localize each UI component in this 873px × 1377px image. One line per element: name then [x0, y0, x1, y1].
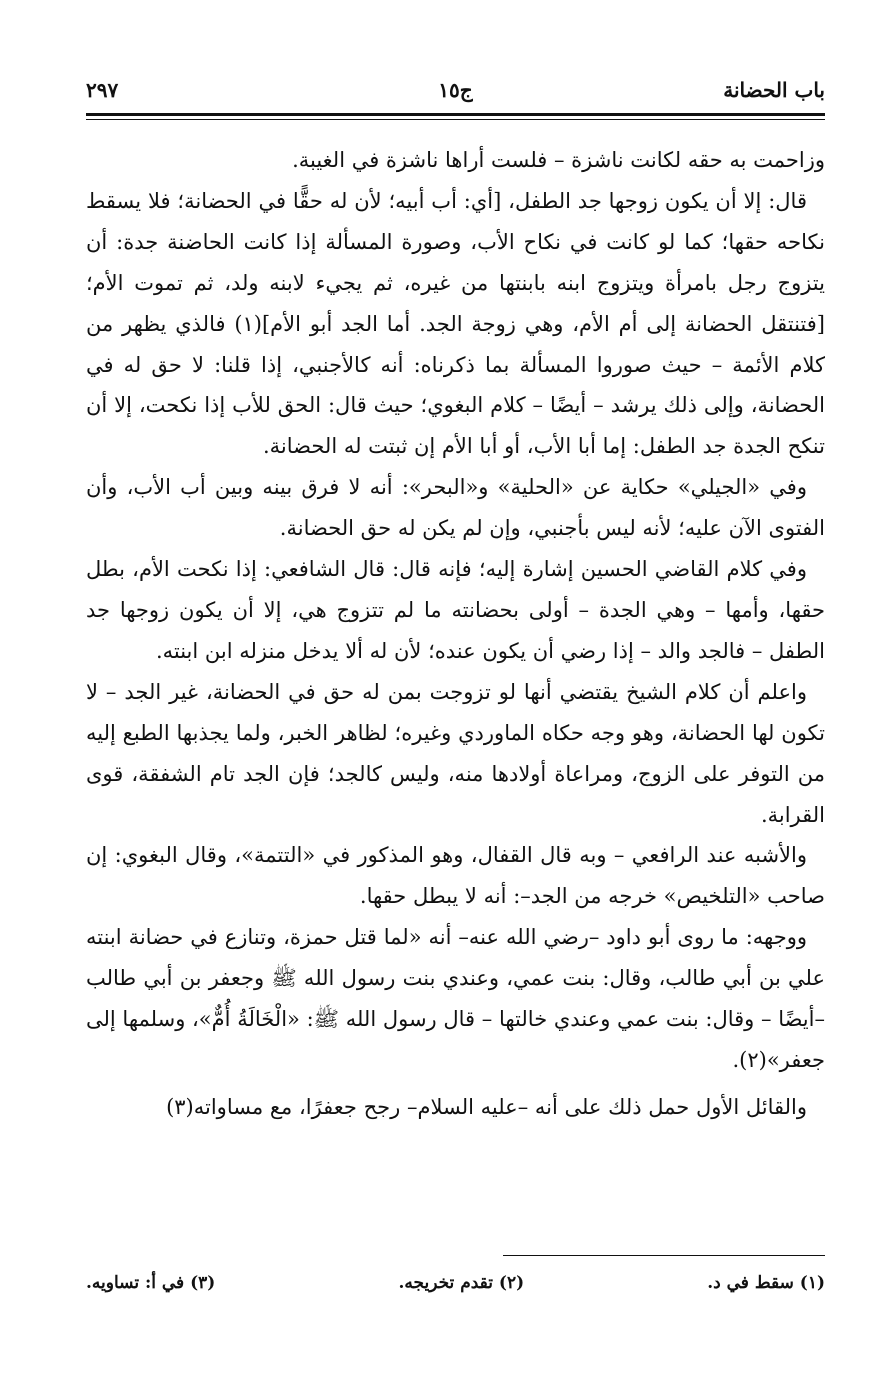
- paragraph: وزاحمت به حقه لكانت ناشزة – فلست أراها ناشزة في الغيبة.: [292, 148, 825, 172]
- footnote-2: (٢) تقدم تخريجه.: [398, 1273, 525, 1293]
- paragraph: وفي كلام القاضي الحسين إشارة إليه؛ فإنه قال: قال الشافعي: إذا نكحت الأم، بطل حقها، وأمها – وهي الجدة – أولى بحضانته ما لم تتزوج هي، إلا أن يكون زوجها جد الطفل – فالجد والد – إذا رضي أن يكون عنده؛ لأن له ألا يدخل منزله ابن ابنته.: [86, 557, 825, 663]
- header-rule-thin: [86, 119, 825, 120]
- paragraph: ووجهه: ما روى أبو داود –رضي الله عنه– أنه «لما قتل حمزة، وتنازع في حضانة ابنته علي بن أبي طالب، وقال: بنت عمي، وعندي بنت رسول الله ﷺ وجعفر بن أبي طالب –أيضًا – وقال: بنت عمي وعندي خالتها – قال رسول الله ﷺ: «الْخَالَةُ أُمٌّ»، وسلمها إلى جعفر»(٢).: [86, 925, 825, 1072]
- footnotes: [86, 1270, 825, 1296]
- paragraph: والأشبه عند الرافعي – وبه قال القفال، وهو المذكور في «التتمة»، وقال البغوي: إن صاحب «التلخيص» خرجه من الجد–: أنه لا يبطل حقها.: [86, 843, 825, 909]
- footnote-separator: [503, 1255, 825, 1256]
- chapter-title: باب الحضانة: [723, 78, 825, 102]
- footnote-1: (١) سقط في د.: [707, 1273, 825, 1293]
- footnote-3: (٣) في أ: تساويه.: [86, 1273, 216, 1293]
- paragraph: والقائل الأول حمل ذلك على أنه –عليه السلام– رجح جعفرًا، مع مساواته(٣): [166, 1094, 807, 1119]
- paragraph: قال: إلا أن يكون زوجها جد الطفل، [أي: أب أبيه؛ لأن له حقًّا في الحضانة؛ فلا يسقط نكاحه حقها؛ كما لو كانت في نكاح الأب، وصورة المسألة إذا كانت الحاضنة جدة: أن يتزوج رجل بامرأة ويتزوج ابنه بابنتها من غيره، ثم يجيء لابنه ولد، ثم تموت الأم؛ [فتنتقل الحضانة إلى أم الأم، وهي زوجة الجد. أما الجد أبو الأم](١) فالذي يظهر من كلام الأئمة – حيث صوروا المسألة بما ذكرناه: أنه كالأجنبي، إذا قلنا: لا حق له في الحضانة، وإلى ذلك يرشد – أيضًا – كلام البغوي؛ حيث قال: الحق للأب إذا نكحت، إلا أن تنكح الجدة جد الطفل: إما أبا الأب، أو أبا الأم إن ثبتت له الحضانة.: [86, 188, 825, 459]
- main-text: [86, 140, 825, 1128]
- paragraph: واعلم أن كلام الشيخ يقتضي أنها لو تزوجت بمن له حق في الحضانة، غير الجد – لا تكون لها الحضانة، وهو وجه حكاه الماوردي وغيره؛ لظاهر الخبر، ولما يجذبها الطبع إليه من التوفر على الزوج، ومراعاة أولادها منه، وليس كالجد؛ فإن الجد تام الشفقة، قوى القرابة.: [86, 679, 826, 827]
- header-rule-thick: [86, 113, 825, 116]
- volume-label: ج١٥: [438, 78, 473, 102]
- paragraph: وفي «الجيلي» حكاية عن «الحلية» و«البحر»: أنه لا فرق بينه وبين أب الأب، وأن الفتوى الآن عليه؛ لأنه ليس بأجنبي، وإن لم يكن له حق الحضانة.: [86, 475, 825, 541]
- page-number: ٢٩٧: [86, 78, 119, 102]
- page-header: [86, 72, 825, 108]
